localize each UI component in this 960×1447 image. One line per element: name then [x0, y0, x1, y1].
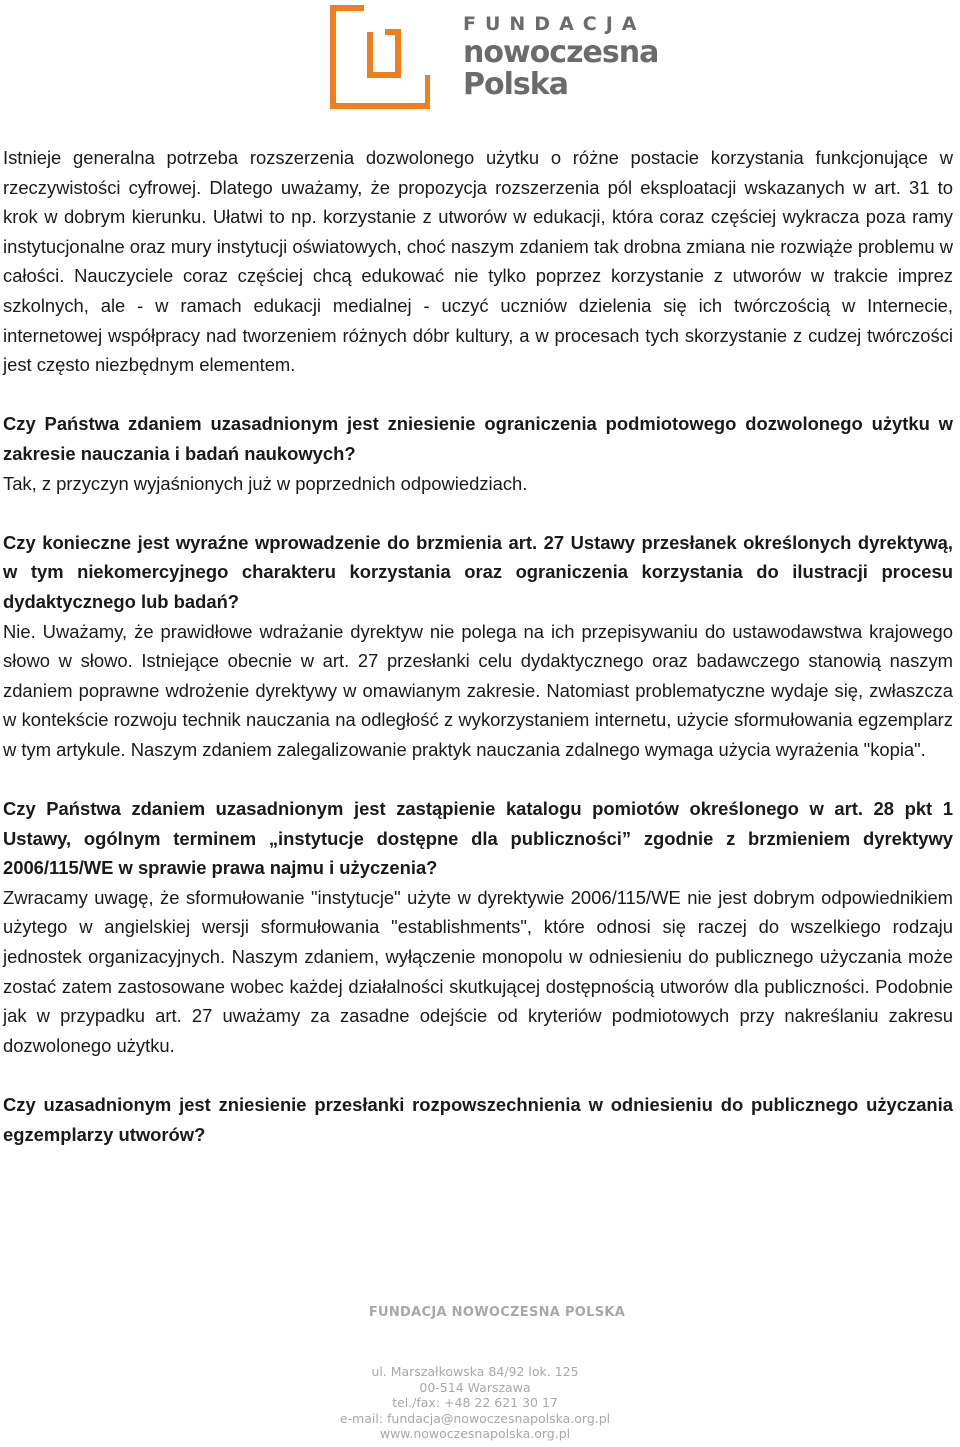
- page-footer: [0, 1305, 960, 1442]
- paragraph-gap: [3, 380, 953, 410]
- answer-1: Tak, z przyczyn wyjaśnionych już w poprzednich odpowiedziach.: [3, 472, 528, 494]
- footer-org-name: FUNDACJA NOWOCZESNA POLSKA: [368, 1305, 626, 1320]
- answer-3: Zwracamy uwagę, że sformułowanie "instytucje" użyte w dyrektywie 2006/115/WE nie jest dobrym odpowiednikiem użytego w angielskiej wersji sformułowania "establishments", które odnosi się raczej do wszelkiego rodzaju jednostek organizacyjnych. Naszym zdaniem, wyłączenie monopolu w odniesieniu do publicznego użyczania może zostać zatem zastosowane wobec każdej działalności skutkującej dostępnością utworów dla publiczności. Podobnie jak w przypadku art. 27 uważamy za zasadne odejście od kryteriów podmiotowych przy nakreślaniu zakresu dozwolonego użytku.: [3, 886, 953, 1056]
- logo-line-nowoczesna: nowoczesna: [463, 35, 659, 70]
- question-3: Czy Państwa zdaniem uzasadnionym jest zastąpienie katalogu pomiotów określonego w art. 28 pkt 1 Ustawy, ogólnym terminem „instytucje dostępne dla publiczności” zgodnie z brzmieniem dyrektywy 2006/115/WE w sprawie prawa najmu i użyczenia?: [3, 798, 953, 879]
- document-body: [3, 143, 953, 1149]
- footer-street: ul. Marszałkowska 84/92 lok. 125: [371, 1364, 579, 1379]
- footer-city: 00-514 Warszawa: [419, 1379, 531, 1395]
- paragraph-gap: [3, 764, 953, 794]
- footer-address: [0, 1364, 955, 1442]
- question-1: Czy Państwa zdaniem uzasadnionym jest zniesienie ograniczenia podmiotowego dozwolonego użytku w zakresie nauczania i badań naukowych?: [3, 413, 953, 464]
- footer-website: www.nowoczesnapolska.org.pl: [379, 1426, 571, 1442]
- intro-paragraph: Istnieje generalna potrzeba rozszerzenia dozwolonego użytku o różne postacie korzystania funkcjonujące w rzeczywistości cyfrowej. Dlatego uważamy, że propozycja rozszerzenia pól eksploatacji wskazanych w art. 31 to krok w dobrym kierunku. Ułatwi to np. korzystanie z utworów w edukacji, która coraz częściej wykracza poza ramy instytucjonalne oraz mury instytucji oświatowych, choć naszym zdaniem tak drobna zmiana nie rozwiąże problemu w całości. Nauczyciele coraz częściej chcą edukować nie tylko poprzez korzystanie z utworów w trakcie imprez szkolnych, ale - w ramach edukacji medialnej - uczyć uczniów dzielenia się ich twórczością w Internecie, internetowej współpracy nad tworzeniem różnych dóbr kultury, a w procesach tych skorzystanie z cudzej twórczości jest często niezbędnym elementem.: [3, 147, 953, 376]
- logo-line-fundacja: FUNDACJA: [463, 13, 646, 35]
- paragraph-gap: [3, 1060, 953, 1090]
- answer-2: Nie. Uważamy, że prawidłowe wdrażanie dyrektyw nie polega na ich przepisywaniu do ustawodawstwa krajowego słowo w słowo. Istniejące obecnie w art. 27 przesłanki celu dydaktycznego oraz badawczego stanowią naszym zdaniem poprawne wdrożenie dyrektywy w omawianym zakresie. Natomiast problematyczne wydaje się, zwłaszcza w kontekście rozwoju technik nauczania na odległość z wykorzystaniem internetu, użycie sformułowania egzemplarz w tym artykule. Naszym zdaniem zalegalizowanie praktyk nauczania zdalnego wymaga użycia wyrażenia "kopia".: [3, 620, 953, 760]
- logo-bracket-icon: [330, 5, 430, 109]
- footer-email: e-mail: fundacja@nowoczesnapolska.org.pl: [339, 1410, 611, 1426]
- question-2: Czy konieczne jest wyraźne wprowadzenie do brzmienia art. 27 Ustawy przesłanek określonych dyrektywą, w tym niekomercyjnego charakteru korzystania oraz ograniczenia korzystania do ilustracji procesu dydaktycznego lub badań?: [3, 531, 953, 612]
- foundation-logo: [330, 5, 659, 110]
- footer-phone: tel./fax: +48 22 621 30 17: [392, 1395, 558, 1411]
- paragraph-gap: [3, 498, 953, 528]
- logo-line-polska: Polska: [463, 67, 568, 102]
- logo-wordmark: [463, 13, 658, 101]
- question-4: Czy uzasadnionym jest zniesienie przesłanki rozpowszechnienia w odniesieniu do publicznego użyczania egzemplarzy utworów?: [3, 1094, 953, 1145]
